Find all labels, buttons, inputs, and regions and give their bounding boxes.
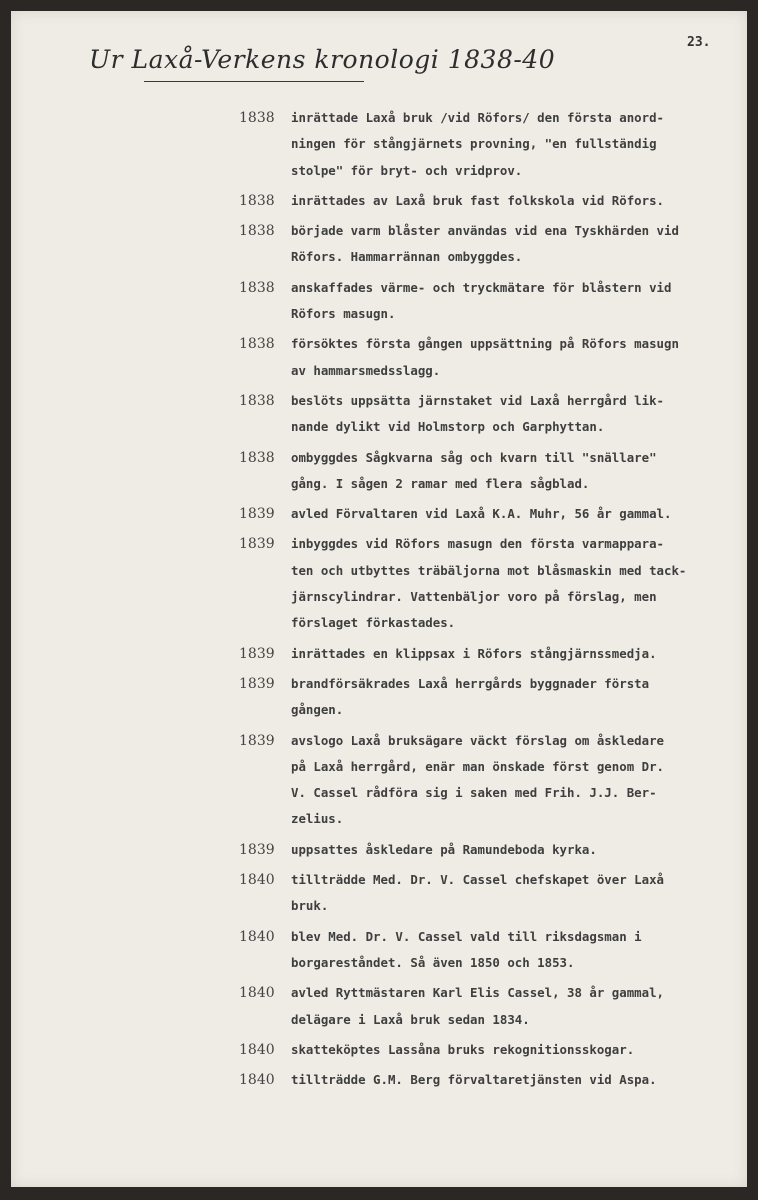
entry-line: började varm blåster användas vid ena Tyskhärden vid (291, 223, 679, 239)
entry-text (291, 1067, 739, 1093)
entry-line: Röfors masugn. (291, 306, 396, 322)
entry-year: 1838 (239, 336, 275, 353)
entry-line: beslöts uppsätta järnstaket vid Laxå herrgård lik- (291, 392, 664, 408)
entry-text (291, 924, 739, 977)
chronology-entry (239, 501, 739, 527)
chronology-entry (239, 867, 739, 920)
chronology-entry (239, 728, 739, 833)
entry-line: tillträdde Med. Dr. V. Cassel chefskapet över Laxå (291, 872, 664, 888)
entry-line: brandförsäkrades Laxå herrgårds byggnader första (291, 675, 650, 691)
entry-year: 1839 (239, 506, 275, 523)
entry-line: inbyggdes vid Röfors masugn den första varmappara- (291, 536, 664, 552)
entry-line: zelius. (291, 811, 344, 827)
entry-line: ten och utbyttes träbäljorna mot blåsmaskin med tack- (291, 562, 687, 578)
entry-line: på Laxå herrgård, enär man önskade först genom Dr. (291, 758, 664, 774)
entry-text (291, 105, 739, 184)
entry-year: 1839 (239, 675, 275, 692)
entry-year: 1838 (239, 392, 275, 409)
entry-year: 1840 (239, 872, 275, 889)
chronology-entry (239, 188, 739, 214)
entry-year: 1838 (239, 449, 275, 466)
chronology-entry (239, 924, 739, 977)
entry-line: V. Cassel rådföra sig i saken med Frih. J.J. Ber- (291, 785, 657, 801)
entry-text (291, 445, 739, 498)
entry-text (291, 188, 739, 214)
entry-text (291, 218, 739, 271)
chronology-list (239, 105, 739, 1097)
entry-text (291, 867, 739, 920)
entry-line: Röfors. Hammarrännan ombyggdes. (291, 249, 523, 265)
entry-text (291, 641, 739, 667)
chronology-entry (239, 331, 739, 384)
entry-year: 1840 (239, 928, 275, 945)
entry-line: förslaget förkastades. (291, 615, 456, 631)
entry-text (291, 671, 739, 724)
heading-underline (144, 81, 364, 82)
entry-year: 1839 (239, 645, 275, 662)
entry-line: anskaffades värme- och tryckmätare för blåstern vid (291, 279, 672, 295)
entry-line: ningen för stångjärnets provning, "en fullständig (291, 136, 657, 152)
document-page (11, 11, 747, 1187)
entry-line: järnscylindrar. Vattenbäljor voro på förslag, men (291, 589, 657, 605)
entry-text (291, 1037, 739, 1063)
entry-year: 1838 (239, 279, 275, 296)
entry-year: 1838 (239, 223, 275, 240)
entry-text (291, 501, 739, 527)
entry-year: 1839 (239, 841, 275, 858)
entry-text (291, 275, 739, 328)
chronology-entry (239, 445, 739, 498)
entry-line: gången. (291, 702, 344, 718)
entry-line: avslogo Laxå bruksägare väckt förslag om åskledare (291, 732, 664, 748)
entry-line: ombyggdes Sågkvarna såg och kvarn till "snällare" (291, 449, 657, 465)
chronology-entry (239, 388, 739, 441)
entry-text (291, 837, 739, 863)
entry-line: tillträdde G.M. Berg förvaltaretjänsten vid Aspa. (291, 1072, 657, 1088)
entry-line: inrättades av Laxå bruk fast folkskola vid Röfors. (291, 192, 664, 208)
handwritten-heading: Ur Laxå-Verkens kronologi 1838-40 (89, 45, 556, 74)
entry-line: gång. I sågen 2 ramar med flera sågblad. (291, 475, 590, 491)
entry-line: försöktes första gången uppsättning på Röfors masugn (291, 336, 679, 352)
chronology-entry (239, 275, 739, 328)
entry-year: 1840 (239, 1041, 275, 1058)
entry-line: borgareståndet. Så även 1850 och 1853. (291, 954, 575, 970)
entry-year: 1840 (239, 985, 275, 1002)
chronology-entry (239, 641, 739, 667)
entry-line: inrättades en klippsax i Röfors stångjärnssmedja. (291, 645, 657, 661)
entry-line: avled Förvaltaren vid Laxå K.A. Muhr, 56 år gammal. (291, 506, 672, 522)
entry-line: uppsattes åskledare på Ramundeboda kyrka. (291, 841, 597, 857)
entry-text (291, 980, 739, 1033)
entry-year: 1839 (239, 536, 275, 553)
entry-line: skatteköptes Lassåna bruks rekognitionsskogar. (291, 1041, 635, 1057)
entry-year: 1840 (239, 1072, 275, 1089)
entry-text (291, 388, 739, 441)
entry-line: delägare i Laxå bruk sedan 1834. (291, 1011, 530, 1027)
chronology-entry (239, 837, 739, 863)
entry-year: 1839 (239, 732, 275, 749)
chronology-entry (239, 1037, 739, 1063)
entry-line: stolpe" för bryt- och vridprov. (291, 162, 523, 178)
entry-year: 1838 (239, 192, 275, 209)
chronology-entry (239, 105, 739, 184)
page-number: 23. (687, 35, 711, 50)
entry-line: inrättade Laxå bruk /vid Röfors/ den första anord- (291, 110, 664, 125)
chronology-entry (239, 218, 739, 271)
chronology-entry (239, 980, 739, 1033)
chronology-entry (239, 671, 739, 724)
entry-year: 1838 (239, 110, 275, 126)
entry-text (291, 331, 739, 384)
entry-text (291, 531, 739, 636)
entry-line: blev Med. Dr. V. Cassel vald till riksdagsman i (291, 928, 642, 944)
entry-line: nande dylikt vid Holmstorp och Garphyttan. (291, 419, 605, 435)
entry-line: av hammarsmedsslagg. (291, 362, 441, 378)
entry-line: bruk. (291, 898, 329, 914)
chronology-entry (239, 531, 739, 636)
entry-text (291, 728, 739, 833)
chronology-entry (239, 1067, 739, 1093)
entry-line: avled Ryttmästaren Karl Elis Cassel, 38 år gammal, (291, 985, 664, 1001)
